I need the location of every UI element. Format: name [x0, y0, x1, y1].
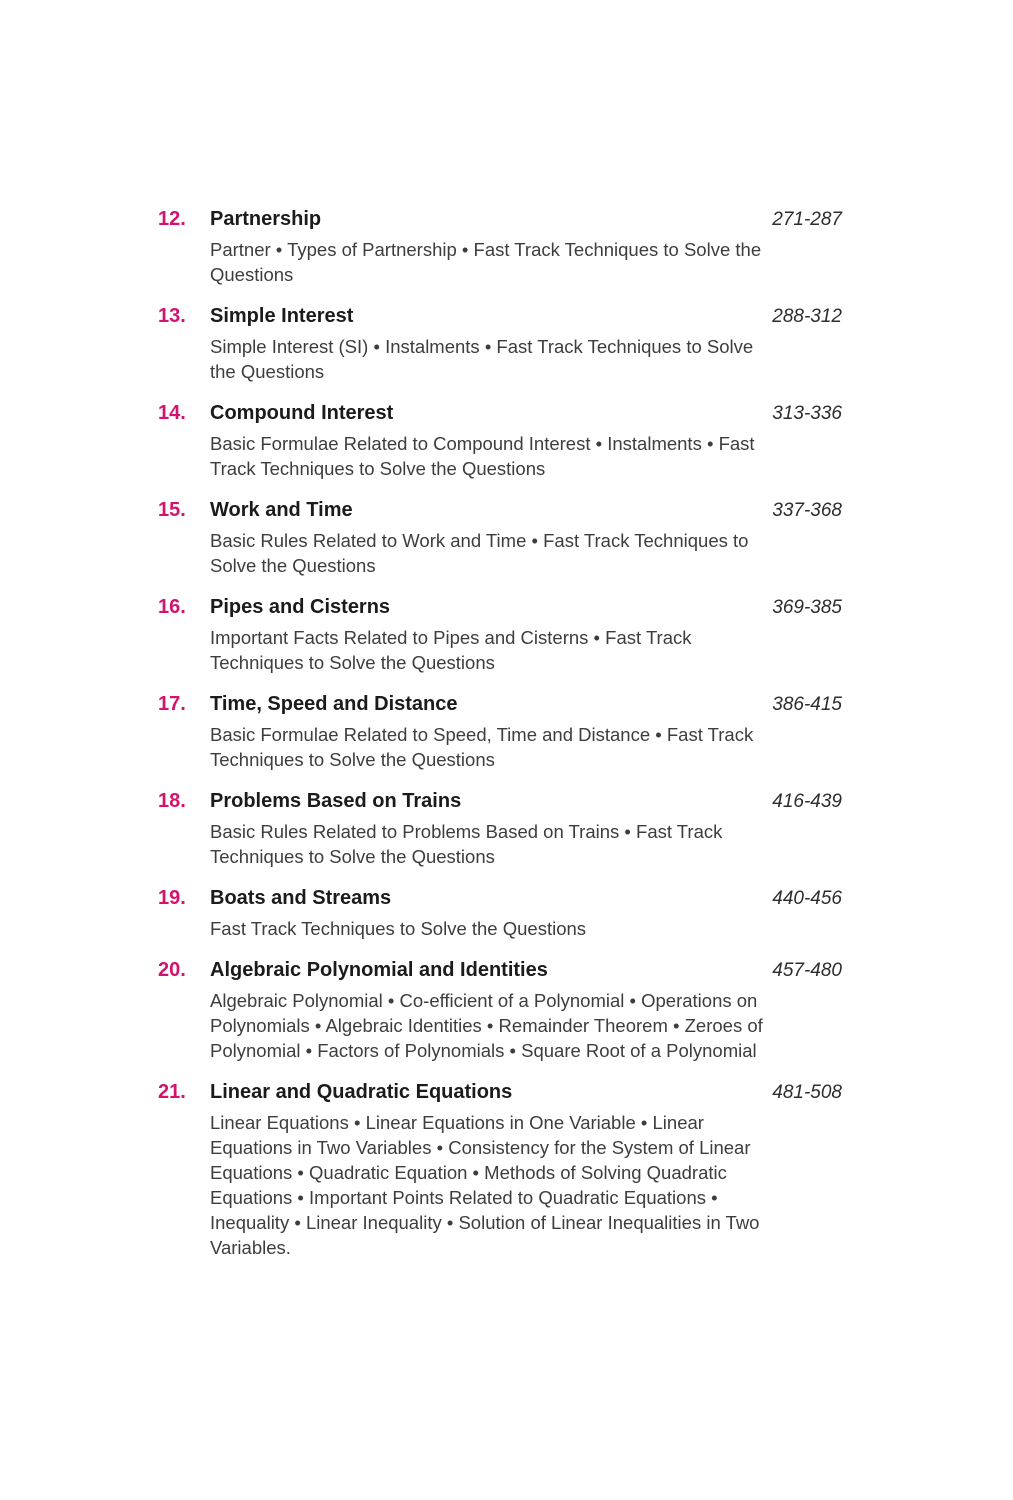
- toc-list: [158, 206, 842, 1260]
- chapter-page-range: 313-336: [772, 403, 842, 424]
- chapter-page-range: 288-312: [772, 306, 842, 327]
- chapter-number: 13.: [158, 305, 186, 327]
- chapter-number: 16.: [158, 596, 186, 618]
- chapter-topics: Linear Equations • Linear Equations in One Variable • Linear Equations in Two Variables • Consistency for the System of Linear Equations • Quadratic Equation • Methods of Solving Quadratic Equations • Important Points Related to Quadratic Equations • Inequality • Linear Inequality • Solution of Linear Inequalities in Two Variables.: [210, 1112, 760, 1258]
- chapter-title: Algebraic Polynomial and Identities: [210, 959, 548, 981]
- chapter-number: 18.: [158, 790, 186, 812]
- toc-entry: [158, 885, 842, 941]
- chapter-page-range: 369-385: [772, 597, 842, 618]
- toc-entry-heading: [158, 206, 842, 233]
- chapter-number: 12.: [158, 208, 186, 230]
- toc-entry-heading: [158, 885, 842, 912]
- chapter-page-range: 481-508: [772, 1082, 842, 1103]
- toc-entry-heading: [158, 303, 842, 330]
- toc-entry-heading: [158, 957, 842, 984]
- chapter-topics: Basic Rules Related to Problems Based on Trains • Fast Track Techniques to Solve the Questions: [210, 821, 723, 867]
- chapter-title: Problems Based on Trains: [210, 790, 462, 812]
- chapter-topics: Fast Track Techniques to Solve the Questions: [210, 918, 587, 939]
- chapter-topics: Basic Rules Related to Work and Time • Fast Track Techniques to Solve the Questions: [210, 530, 749, 576]
- toc-entry: [158, 206, 842, 287]
- chapter-title: Boats and Streams: [210, 887, 392, 909]
- toc-entry: [158, 788, 842, 869]
- toc-entry-heading: [158, 788, 842, 815]
- chapter-number: 19.: [158, 887, 186, 909]
- toc-entry-heading: [158, 400, 842, 427]
- toc-entry-heading: [158, 1079, 842, 1106]
- chapter-number: 20.: [158, 959, 186, 981]
- chapter-topics: Important Facts Related to Pipes and Cisterns • Fast Track Techniques to Solve the Questions: [210, 627, 692, 673]
- chapter-topics: Partner • Types of Partnership • Fast Track Techniques to Solve the Questions: [210, 239, 762, 285]
- chapter-topics: Simple Interest (SI) • Instalments • Fast Track Techniques to Solve the Questions: [210, 336, 754, 382]
- chapter-title: Work and Time: [210, 499, 353, 521]
- chapter-number: 14.: [158, 402, 186, 424]
- chapter-page-range: 386-415: [772, 694, 842, 715]
- chapter-title: Compound Interest: [210, 402, 394, 424]
- toc-entry-heading: [158, 691, 842, 718]
- chapter-page-range: 271-287: [772, 209, 842, 230]
- chapter-topics: Algebraic Polynomial • Co-efficient of a Polynomial • Operations on Polynomials • Algebraic Identities • Remainder Theorem • Zeroes of Polynomial • Factors of Polynomials • Square Root of a Polynomial: [210, 990, 763, 1061]
- chapter-title: Linear and Quadratic Equations: [210, 1081, 513, 1103]
- toc-entry: [158, 303, 842, 384]
- chapter-title: Simple Interest: [210, 305, 354, 327]
- chapter-topics: Basic Formulae Related to Compound Interest • Instalments • Fast Track Techniques to Solve the Questions: [210, 433, 755, 479]
- chapter-number: 21.: [158, 1081, 186, 1103]
- chapter-page-range: 457-480: [772, 960, 842, 981]
- chapter-number: 15.: [158, 499, 186, 521]
- toc-entry: [158, 497, 842, 578]
- toc-entry: [158, 400, 842, 481]
- chapter-page-range: 337-368: [772, 500, 842, 521]
- chapter-title: Time, Speed and Distance: [210, 693, 458, 715]
- toc-entry-heading: [158, 497, 842, 524]
- chapter-page-range: 440-456: [772, 888, 842, 909]
- toc-entry: [158, 957, 842, 1063]
- chapter-number: 17.: [158, 693, 186, 715]
- chapter-page-range: 416-439: [772, 791, 842, 812]
- toc-entry: [158, 594, 842, 675]
- toc-entry-heading: [158, 594, 842, 621]
- toc-entry: [158, 691, 842, 772]
- chapter-title: Partnership: [210, 208, 322, 230]
- chapter-topics: Basic Formulae Related to Speed, Time and Distance • Fast Track Techniques to Solve the Questions: [210, 724, 754, 770]
- toc-entry: [158, 1079, 842, 1260]
- chapter-title: Pipes and Cisterns: [210, 596, 391, 618]
